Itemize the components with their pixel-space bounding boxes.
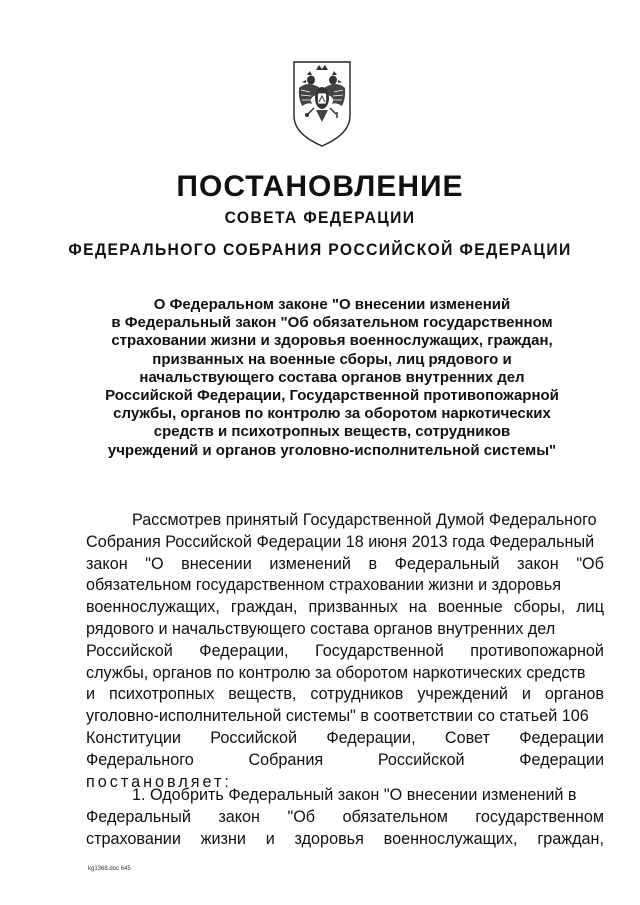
- subject-line: Российской Федерации, Государственной противопожарной: [105, 387, 559, 405]
- word: в: [368, 554, 378, 573]
- word: внесении: [181, 554, 252, 573]
- subject-line: страховании жизни и здоровья военнослужащих, граждан,: [111, 332, 553, 350]
- subject-line: в Федеральный закон "Об обязательном государственном: [111, 314, 553, 332]
- body-paragraph-2: [86, 785, 604, 850]
- word: граждан,: [537, 829, 604, 848]
- subject-line: призванных на военные сборы, лиц рядового и: [152, 350, 512, 368]
- word: Совет: [444, 728, 490, 747]
- body-line: [86, 807, 604, 829]
- word: веществ,: [228, 685, 297, 704]
- word: закон: [86, 554, 128, 573]
- word: учреждений: [417, 685, 508, 704]
- word: Российской: [86, 641, 173, 660]
- word: Федеральный: [86, 807, 191, 826]
- word: лиц: [576, 598, 604, 617]
- body-line: Собрания Российской Федерации 18 июня 2013 года Федеральный: [86, 532, 595, 551]
- body-line: [86, 728, 604, 750]
- body-line: [86, 554, 604, 576]
- issuer-line-1: СОВЕТА ФЕДЕРАЦИИ: [224, 208, 416, 227]
- word: обязательном: [342, 807, 448, 826]
- word: закон: [218, 807, 260, 826]
- body-paragraph-1: [86, 510, 604, 793]
- subject-line: О Федеральном законе "О внесении изменений: [153, 296, 511, 313]
- coat-of-arms-emblem: [290, 58, 354, 148]
- body-line: [86, 641, 604, 663]
- resolves-keyword: постановляет:: [86, 772, 232, 791]
- word: сборы,: [513, 598, 566, 617]
- file-reference: kg1368.doc 645: [88, 866, 131, 872]
- word: граждан,: [230, 598, 298, 617]
- subject-line: средств и психотропных веществ, сотрудников: [153, 423, 511, 441]
- body-line: 1. Одобрить Федеральный закон "О внесении изменений в: [132, 786, 577, 804]
- word: Федеральный: [394, 554, 500, 573]
- word: Федерации: [519, 728, 604, 747]
- word: Федерации,: [326, 728, 416, 747]
- document-subject: [82, 296, 582, 460]
- word: и: [521, 685, 531, 704]
- word: и: [86, 685, 96, 704]
- word: военнослужащих,: [86, 598, 220, 617]
- word: "Об: [287, 807, 316, 826]
- word: и: [265, 829, 275, 848]
- body-line: [86, 684, 604, 706]
- body-line: службы, органов по контролю за оборотом наркотических средств: [86, 663, 586, 682]
- subject-line: службы, органов по контролю за оборотом наркотических: [113, 405, 551, 423]
- word: на: [408, 598, 427, 617]
- word: государственном: [475, 807, 604, 826]
- word: органов: [544, 685, 604, 704]
- word: Федерации: [519, 750, 604, 769]
- word: Конституции: [86, 728, 181, 747]
- body-line: рядового и начальствующего состава органов внутренних дел: [86, 619, 556, 638]
- word: Федерального: [86, 750, 194, 769]
- word: закон: [517, 554, 559, 573]
- word: Собрания: [248, 750, 324, 769]
- body-line: [86, 597, 604, 619]
- word: здоровья: [294, 829, 364, 848]
- body-line: [86, 829, 604, 851]
- word: призванных: [308, 598, 398, 617]
- word: сотрудников: [310, 685, 404, 704]
- word: "Об: [576, 554, 604, 573]
- document-type-title: ПОСТАНОВЛЕНИЕ: [176, 170, 464, 203]
- word: военнослужащих,: [383, 829, 518, 848]
- body-line: [86, 750, 604, 772]
- word: Российской: [210, 728, 298, 747]
- body-line: обязательном государственном страховании жизни и здоровья: [86, 576, 561, 595]
- body-line: Рассмотрев принятый Государственной Думой Федерального: [132, 511, 597, 529]
- word: противопожарной: [470, 641, 604, 660]
- word: изменений: [269, 554, 351, 573]
- word: "О: [145, 554, 164, 573]
- word: Российской: [377, 750, 465, 769]
- subject-line: учреждений и органов уголовно-исполнительной системы": [107, 441, 557, 459]
- word: Федерации,: [199, 641, 289, 660]
- word: Государственной: [315, 641, 444, 660]
- body-line: уголовно-исполнительной системы" в соответствии со статьей 106: [86, 707, 589, 726]
- word: жизни: [200, 829, 246, 848]
- word: психотропных: [108, 685, 215, 704]
- subject-line: начальствующего состава органов внутренних дел: [139, 368, 525, 386]
- issuer-line-2: ФЕДЕРАЛЬНОГО СОБРАНИЯ РОССИЙСКОЙ ФЕДЕРАЦИИ: [68, 240, 572, 259]
- word: страховании: [86, 829, 181, 848]
- word: военные: [437, 598, 503, 617]
